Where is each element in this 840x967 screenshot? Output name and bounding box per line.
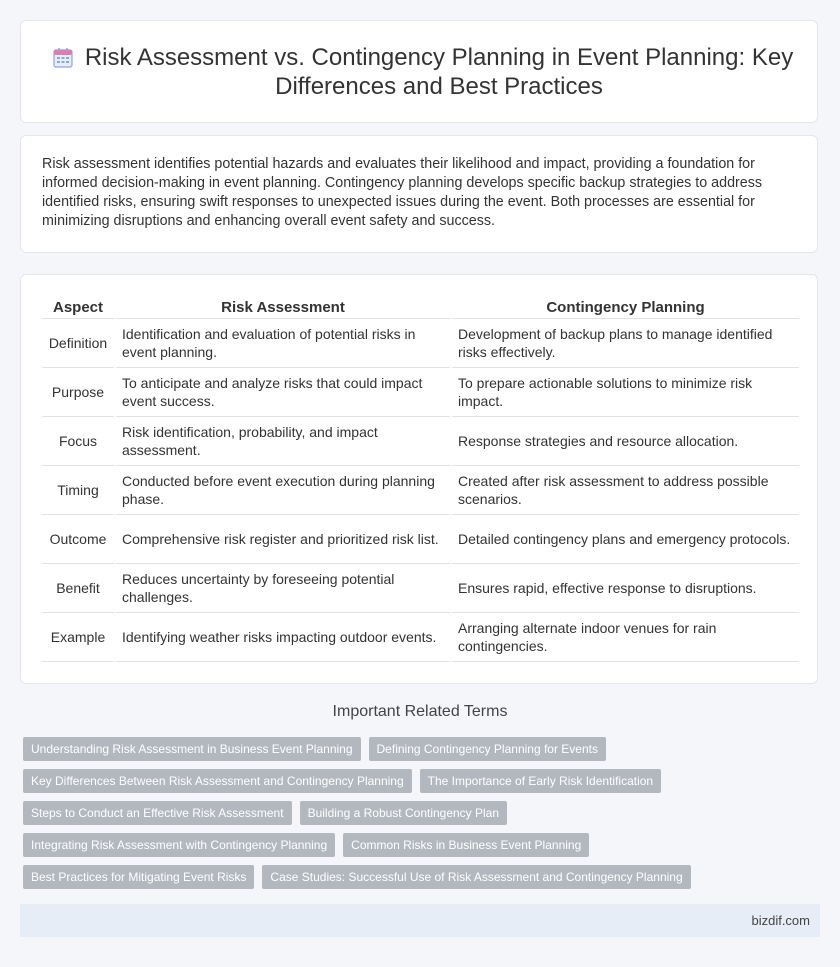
table-row <box>42 417 799 466</box>
related-term-tag[interactable]: Building a Robust Contingency Plan <box>300 801 507 825</box>
contingency-planning-cell: Created after risk assessment to address possible scenarios. <box>451 466 799 515</box>
related-term-tag[interactable]: Integrating Risk Assessment with Contingency Planning <box>23 833 335 857</box>
table-row <box>42 515 799 564</box>
header-risk-assessment: Risk Assessment <box>115 294 451 319</box>
page-title: Risk Assessment vs. Contingency Planning in Event Planning: Key Differences and Best Practices <box>84 44 794 100</box>
risk-assessment-cell: Reduces uncertainty by foreseeing potential challenges. <box>115 564 451 613</box>
risk-assessment-cell: Conducted before event execution during planning phase. <box>115 466 451 515</box>
related-term-tag[interactable]: Steps to Conduct an Effective Risk Assessment <box>23 801 292 825</box>
tag-row <box>23 737 823 761</box>
risk-assessment-cell: Identification and evaluation of potential risks in event planning. <box>115 319 451 368</box>
comparison-card <box>20 274 818 684</box>
aspect-cell: Definition <box>42 319 115 368</box>
related-term-tag[interactable]: The Importance of Early Risk Identification <box>420 769 661 793</box>
footer-site-link[interactable]: bizdif.com <box>751 913 810 928</box>
tag-row <box>23 865 823 889</box>
related-term-tag[interactable]: Case Studies: Successful Use of Risk Assessment and Contingency Planning <box>262 865 690 889</box>
contingency-planning-cell: Arranging alternate indoor venues for rain contingencies. <box>451 613 799 662</box>
footer <box>20 904 820 937</box>
related-terms-list <box>23 737 823 897</box>
contingency-planning-cell: To prepare actionable solutions to minimize risk impact. <box>451 368 799 417</box>
contingency-planning-cell: Development of backup plans to manage identified risks effectively. <box>451 319 799 368</box>
related-term-tag[interactable]: Best Practices for Mitigating Event Risks <box>23 865 254 889</box>
table-row <box>42 613 799 662</box>
related-term-tag[interactable]: Defining Contingency Planning for Events <box>369 737 606 761</box>
aspect-cell: Focus <box>42 417 115 466</box>
related-terms-heading: Important Related Terms <box>332 703 508 720</box>
related-term-tag[interactable]: Understanding Risk Assessment in Business Event Planning <box>23 737 361 761</box>
risk-assessment-cell: Risk identification, probability, and impact assessment. <box>115 417 451 466</box>
table-row <box>42 564 799 613</box>
risk-assessment-cell: To anticipate and analyze risks that could impact event success. <box>115 368 451 417</box>
title-card <box>20 20 818 123</box>
header-aspect: Aspect <box>42 294 115 319</box>
aspect-cell: Benefit <box>42 564 115 613</box>
table-row <box>42 319 799 368</box>
related-term-tag[interactable]: Key Differences Between Risk Assessment and Contingency Planning <box>23 769 412 793</box>
tag-row <box>23 801 823 825</box>
comparison-table <box>42 294 799 662</box>
contingency-planning-cell: Detailed contingency plans and emergency protocols. <box>451 515 799 564</box>
table-row <box>42 466 799 515</box>
header-contingency-planning: Contingency Planning <box>451 294 799 319</box>
contingency-planning-cell: Response strategies and resource allocation. <box>451 417 799 466</box>
aspect-cell: Purpose <box>42 368 115 417</box>
table-header-row <box>42 294 799 319</box>
intro-card <box>20 135 818 253</box>
tag-row <box>23 769 823 793</box>
tag-row <box>23 833 823 857</box>
table-row <box>42 368 799 417</box>
aspect-cell: Timing <box>42 466 115 515</box>
aspect-cell: Outcome <box>42 515 115 564</box>
intro-paragraph: Risk assessment identifies potential hazards and evaluates their likelihood and impact, providing a foundation for informed decision-making in event planning. Contingency planning develops specific backup strategies to address identified risks, ensuring swift responses to unexpected issues during the event. Both processes are essential for minimizing disruptions and enhancing overall event safety and success. <box>42 156 763 229</box>
contingency-planning-cell: Ensures rapid, effective response to disruptions. <box>451 564 799 613</box>
related-term-tag[interactable]: Common Risks in Business Event Planning <box>343 833 589 857</box>
aspect-cell: Example <box>42 613 115 662</box>
risk-assessment-cell: Identifying weather risks impacting outdoor events. <box>115 613 451 662</box>
risk-assessment-cell: Comprehensive risk register and prioritized risk list. <box>115 515 451 564</box>
